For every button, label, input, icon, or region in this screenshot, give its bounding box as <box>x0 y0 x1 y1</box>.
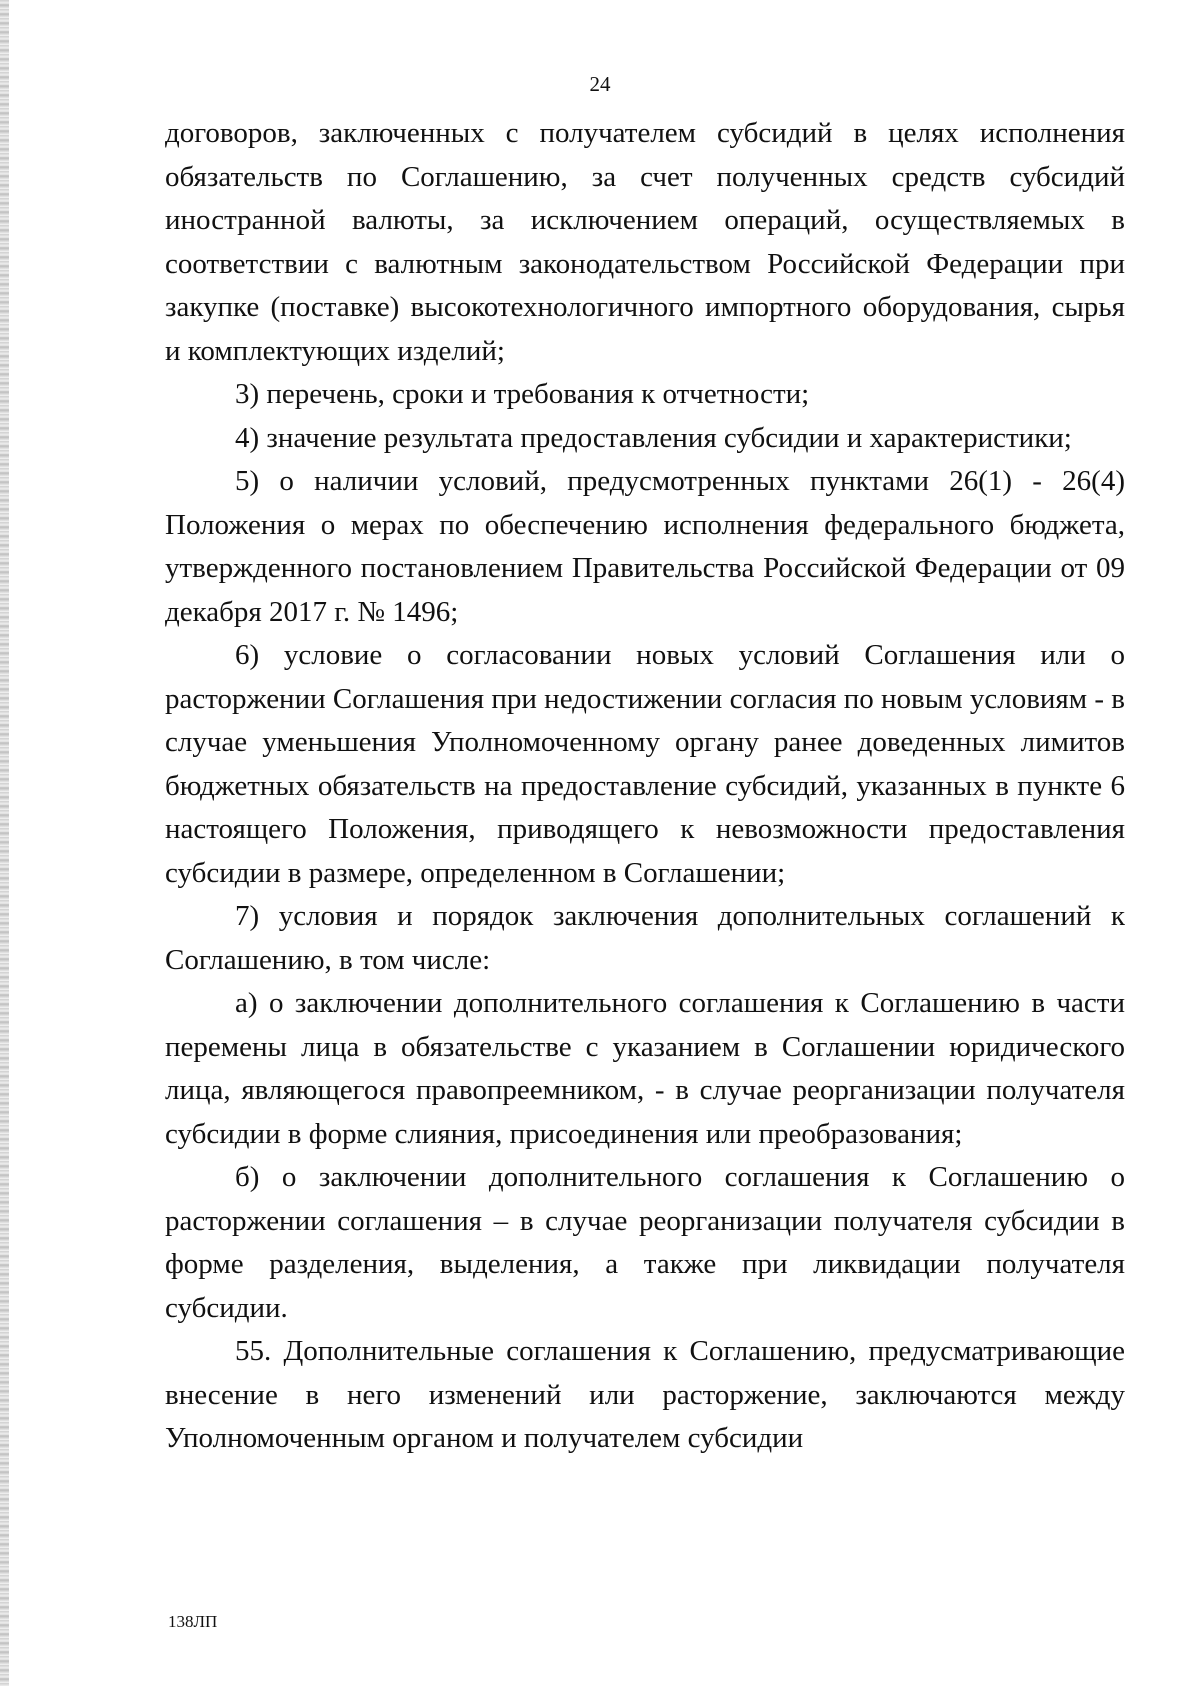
paragraph-item-3: 3) перечень, сроки и требования к отчетности; <box>235 378 810 410</box>
paragraph-item-7: 7) условия и порядок заключения дополнительных соглашений к Соглашению, в том числе: <box>165 900 1125 976</box>
scan-edge <box>0 0 9 1686</box>
paragraph-subitem-b: б) о заключении дополнительного соглашения к Соглашению о расторжении соглашения – в случае реорганизации получателя субсидии в форме разделения, выделения, а также при ликвидации получателя субсидии. <box>165 1161 1125 1324</box>
paragraph-item-4: 4) значение результата предоставления субсидии и характеристики; <box>235 421 1072 454</box>
paragraph-item-5: 5) о наличии условий, предусмотренных пунктами 26(1) - 26(4) Положения о мерах по обеспечению исполнения федерального бюджета, утвержденного постановлением Правительства Российской Федерации от 09 декабря 2017 г. № 1496; <box>165 465 1125 628</box>
paragraph-subitem-a: а) о заключении дополнительного соглашения к Соглашению в части перемены лица в обязательстве с указанием в Соглашении юридического лица, являющегося правопреемником, - в случае реорганизации получателя субсидии в форме слияния, присоединения или преобразования; <box>165 987 1125 1150</box>
paragraph-item-6: 6) условие о согласовании новых условий Соглашения или о расторжении Соглашения при недостижении согласия по новым условиям - в случае уменьшения Уполномоченному органу ранее доведенных лимитов бюджетных обязательств на предоставление субсидий, указанных в пункте 6 настоящего Положения, приводящего к невозможности предоставления субсидии в размере, определенном в Соглашении; <box>165 639 1125 889</box>
paragraph-clause-55: 55. Дополнительные соглашения к Соглашению, предусматривающие внесение в него изменений или расторжение, заключаются между Уполномоченным органом и получателем субсидии <box>165 1335 1125 1454</box>
paragraph-continuation: договоров, заключенных с получателем субсидий в целях исполнения обязательств по Соглашению, за счет полученных средств субсидий иностранной валюты, за исключением операций, осуществляемых в соответствии с валютным законодательством Российской Федерации при закупке (поставке) высокотехнологичного импортного оборудования, сырья и комплектующих изделий; <box>165 117 1125 367</box>
footer-document-code: 138ЛП <box>168 1612 218 1631</box>
page-number: 24 <box>589 72 611 96</box>
document-body <box>165 112 1125 1461</box>
